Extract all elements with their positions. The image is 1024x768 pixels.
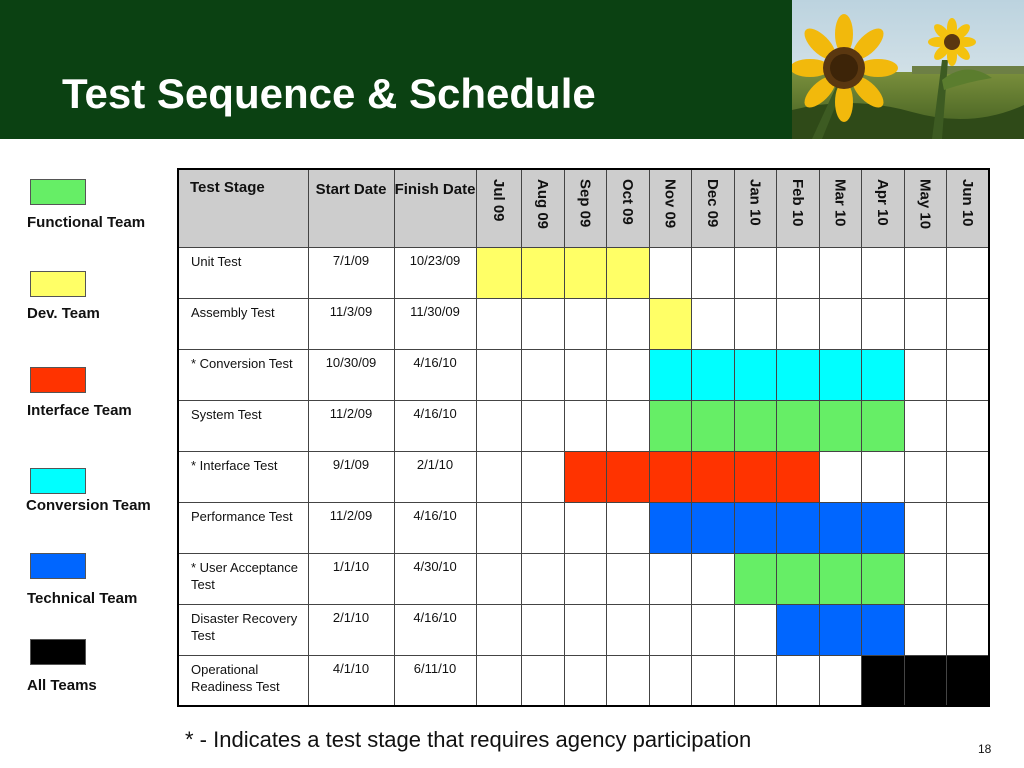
gantt-empty-cell bbox=[564, 400, 606, 451]
schedule-body bbox=[178, 247, 989, 706]
slide-title: Test Sequence & Schedule bbox=[62, 70, 596, 117]
cell-start-date: 11/3/09 bbox=[308, 298, 394, 349]
sunflower-photo bbox=[792, 0, 1024, 139]
cell-start-date: 10/30/09 bbox=[308, 349, 394, 400]
gantt-empty-cell bbox=[861, 247, 904, 298]
gantt-empty-cell bbox=[649, 553, 691, 604]
gantt-empty-cell bbox=[691, 298, 734, 349]
gantt-bar-cell bbox=[819, 604, 861, 655]
table-row bbox=[178, 655, 989, 706]
gantt-empty-cell bbox=[564, 502, 606, 553]
month-label: Dec 09 bbox=[704, 179, 721, 228]
month-label: Nov 09 bbox=[661, 179, 679, 229]
legend-swatch bbox=[30, 367, 86, 393]
gantt-empty-cell bbox=[476, 502, 521, 553]
gantt-empty-cell bbox=[904, 400, 946, 451]
gantt-bar-cell bbox=[776, 604, 819, 655]
gantt-empty-cell bbox=[819, 247, 861, 298]
cell-finish-date: 4/30/10 bbox=[394, 553, 476, 604]
month-label: May 10 bbox=[916, 179, 934, 230]
gantt-empty-cell bbox=[476, 349, 521, 400]
gantt-empty-cell bbox=[649, 604, 691, 655]
gantt-bar-cell bbox=[861, 400, 904, 451]
header-month bbox=[734, 169, 776, 247]
gantt-bar-cell bbox=[819, 553, 861, 604]
gantt-empty-cell bbox=[476, 604, 521, 655]
gantt-empty-cell bbox=[476, 298, 521, 349]
gantt-empty-cell bbox=[946, 349, 989, 400]
month-label: Jul 09 bbox=[490, 179, 507, 222]
cell-test-stage: * Interface Test bbox=[178, 451, 308, 502]
gantt-empty-cell bbox=[734, 247, 776, 298]
header-month bbox=[819, 169, 861, 247]
gantt-empty-cell bbox=[946, 553, 989, 604]
gantt-bar-cell bbox=[776, 451, 819, 502]
gantt-empty-cell bbox=[521, 502, 564, 553]
month-label: Jan 10 bbox=[746, 179, 764, 226]
cell-test-stage: System Test bbox=[178, 400, 308, 451]
gantt-bar-cell bbox=[691, 349, 734, 400]
header-month bbox=[476, 169, 521, 247]
gantt-empty-cell bbox=[691, 247, 734, 298]
gantt-empty-cell bbox=[649, 247, 691, 298]
gantt-empty-cell bbox=[606, 604, 649, 655]
gantt-empty-cell bbox=[564, 298, 606, 349]
gantt-bar-cell bbox=[904, 655, 946, 706]
header-finish-date: Finish Date bbox=[394, 169, 476, 247]
gantt-empty-cell bbox=[904, 349, 946, 400]
gantt-bar-cell bbox=[861, 502, 904, 553]
footnote: * - Indicates a test stage that requires agency participation bbox=[185, 727, 752, 752]
gantt-bar-cell bbox=[734, 553, 776, 604]
gantt-empty-cell bbox=[734, 298, 776, 349]
cell-finish-date: 11/30/09 bbox=[394, 298, 476, 349]
gantt-bar-cell bbox=[861, 553, 904, 604]
cell-test-stage: Unit Test bbox=[178, 247, 308, 298]
gantt-bar-cell bbox=[691, 400, 734, 451]
cell-test-stage: Disaster Recovery Test bbox=[178, 604, 308, 655]
gantt-empty-cell bbox=[691, 553, 734, 604]
gantt-bar-cell bbox=[649, 349, 691, 400]
gantt-empty-cell bbox=[521, 349, 564, 400]
gantt-empty-cell bbox=[476, 400, 521, 451]
gantt-empty-cell bbox=[521, 451, 564, 502]
month-label: Jun 10 bbox=[958, 179, 976, 227]
gantt-bar-cell bbox=[734, 451, 776, 502]
header-test-stage: Test Stage bbox=[178, 169, 308, 247]
gantt-bar-cell bbox=[776, 400, 819, 451]
gantt-empty-cell bbox=[521, 655, 564, 706]
gantt-empty-cell bbox=[564, 553, 606, 604]
cell-finish-date: 2/1/10 bbox=[394, 451, 476, 502]
cell-test-stage: Assembly Test bbox=[178, 298, 308, 349]
gantt-empty-cell bbox=[734, 655, 776, 706]
cell-start-date: 2/1/10 bbox=[308, 604, 394, 655]
gantt-empty-cell bbox=[776, 298, 819, 349]
cell-start-date: 4/1/10 bbox=[308, 655, 394, 706]
gantt-empty-cell bbox=[476, 451, 521, 502]
legend-label: All Teams bbox=[27, 677, 97, 694]
gantt-bar-cell bbox=[734, 349, 776, 400]
gantt-empty-cell bbox=[861, 451, 904, 502]
gantt-empty-cell bbox=[564, 349, 606, 400]
gantt-empty-cell bbox=[606, 502, 649, 553]
gantt-bar-cell bbox=[734, 400, 776, 451]
header-month bbox=[946, 169, 989, 247]
gantt-empty-cell bbox=[904, 298, 946, 349]
gantt-bar-cell bbox=[819, 349, 861, 400]
gantt-bar-cell bbox=[564, 247, 606, 298]
gantt-bar-cell bbox=[606, 247, 649, 298]
gantt-empty-cell bbox=[476, 655, 521, 706]
cell-finish-date: 10/23/09 bbox=[394, 247, 476, 298]
header-month bbox=[904, 169, 946, 247]
header-month bbox=[521, 169, 564, 247]
gantt-bar-cell bbox=[861, 604, 904, 655]
month-label: Aug 09 bbox=[534, 179, 551, 230]
cell-test-stage: * User Acceptance Test bbox=[178, 553, 308, 604]
month-label: Mar 10 bbox=[831, 179, 849, 227]
gantt-bar-cell bbox=[691, 451, 734, 502]
header-month bbox=[776, 169, 819, 247]
header-month bbox=[606, 169, 649, 247]
cell-test-stage: Operational Readiness Test bbox=[178, 655, 308, 706]
cell-finish-date: 4/16/10 bbox=[394, 604, 476, 655]
gantt-bar-cell bbox=[649, 298, 691, 349]
gantt-empty-cell bbox=[521, 553, 564, 604]
header-month bbox=[564, 169, 606, 247]
gantt-empty-cell bbox=[946, 400, 989, 451]
gantt-empty-cell bbox=[606, 553, 649, 604]
table-row bbox=[178, 349, 989, 400]
gantt-bar-cell bbox=[521, 247, 564, 298]
gantt-empty-cell bbox=[946, 451, 989, 502]
gantt-bar-cell bbox=[691, 502, 734, 553]
legend-swatch bbox=[30, 553, 86, 579]
gantt-bar-cell bbox=[606, 451, 649, 502]
cell-start-date: 1/1/10 bbox=[308, 553, 394, 604]
gantt-bar-cell bbox=[819, 502, 861, 553]
gantt-empty-cell bbox=[861, 298, 904, 349]
gantt-empty-cell bbox=[606, 400, 649, 451]
gantt-empty-cell bbox=[564, 604, 606, 655]
gantt-bar-cell bbox=[861, 655, 904, 706]
gantt-empty-cell bbox=[476, 553, 521, 604]
cell-start-date: 9/1/09 bbox=[308, 451, 394, 502]
gantt-empty-cell bbox=[691, 604, 734, 655]
gantt-empty-cell bbox=[521, 400, 564, 451]
legend-label: Functional Team bbox=[27, 214, 146, 231]
gantt-empty-cell bbox=[649, 655, 691, 706]
table-row bbox=[178, 451, 989, 502]
cell-finish-date: 4/16/10 bbox=[394, 400, 476, 451]
gantt-empty-cell bbox=[606, 655, 649, 706]
legend-label: Technical Team bbox=[27, 590, 138, 607]
gantt-empty-cell bbox=[606, 349, 649, 400]
gantt-empty-cell bbox=[776, 655, 819, 706]
gantt-empty-cell bbox=[521, 298, 564, 349]
gantt-bar-cell bbox=[776, 349, 819, 400]
gantt-bar-cell bbox=[649, 400, 691, 451]
gantt-empty-cell bbox=[946, 247, 989, 298]
cell-finish-date: 4/16/10 bbox=[394, 502, 476, 553]
cell-start-date: 7/1/09 bbox=[308, 247, 394, 298]
cell-finish-date: 4/16/10 bbox=[394, 349, 476, 400]
month-label: Apr 10 bbox=[874, 179, 891, 226]
gantt-empty-cell bbox=[691, 655, 734, 706]
gantt-empty-cell bbox=[819, 298, 861, 349]
month-label: Feb 10 bbox=[789, 179, 806, 227]
legend-swatch bbox=[30, 179, 86, 205]
gantt-empty-cell bbox=[946, 604, 989, 655]
cell-test-stage: Performance Test bbox=[178, 502, 308, 553]
table-row bbox=[178, 400, 989, 451]
gantt-empty-cell bbox=[776, 247, 819, 298]
legend-swatch bbox=[30, 639, 86, 665]
legend-label: Conversion Team bbox=[26, 497, 151, 514]
gantt-bar-cell bbox=[649, 451, 691, 502]
table-header-row bbox=[178, 169, 989, 247]
cell-test-stage: * Conversion Test bbox=[178, 349, 308, 400]
cell-start-date: 11/2/09 bbox=[308, 400, 394, 451]
month-label: Sep 09 bbox=[576, 179, 594, 228]
table-row bbox=[178, 502, 989, 553]
month-label: Oct 09 bbox=[619, 179, 636, 225]
gantt-bar-cell bbox=[946, 655, 989, 706]
gantt-empty-cell bbox=[946, 502, 989, 553]
legend-label: Interface Team bbox=[27, 402, 132, 419]
cell-start-date: 11/2/09 bbox=[308, 502, 394, 553]
header-month bbox=[649, 169, 691, 247]
gantt-bar-cell bbox=[564, 451, 606, 502]
table-row bbox=[178, 553, 989, 604]
gantt-bar-cell bbox=[734, 502, 776, 553]
gantt-empty-cell bbox=[521, 604, 564, 655]
legend-swatch bbox=[30, 468, 86, 494]
gantt-empty-cell bbox=[819, 451, 861, 502]
gantt-empty-cell bbox=[904, 604, 946, 655]
gantt-empty-cell bbox=[904, 451, 946, 502]
header-month bbox=[691, 169, 734, 247]
gantt-empty-cell bbox=[734, 604, 776, 655]
header-start-date: Start Date bbox=[308, 169, 394, 247]
header-month bbox=[861, 169, 904, 247]
gantt-bar-cell bbox=[649, 502, 691, 553]
table-row bbox=[178, 298, 989, 349]
page-number: 18 bbox=[978, 742, 992, 756]
gantt-empty-cell bbox=[819, 655, 861, 706]
gantt-empty-cell bbox=[904, 553, 946, 604]
cell-finish-date: 6/11/10 bbox=[394, 655, 476, 706]
gantt-bar-cell bbox=[776, 553, 819, 604]
gantt-empty-cell bbox=[946, 298, 989, 349]
table-row bbox=[178, 247, 989, 298]
gantt-bar-cell bbox=[476, 247, 521, 298]
legend-label: Dev. Team bbox=[27, 305, 100, 322]
gantt-empty-cell bbox=[564, 655, 606, 706]
gantt-empty-cell bbox=[904, 502, 946, 553]
legend-swatch bbox=[30, 271, 86, 297]
schedule-table bbox=[177, 168, 990, 707]
table-row bbox=[178, 604, 989, 655]
gantt-empty-cell bbox=[606, 298, 649, 349]
gantt-bar-cell bbox=[819, 400, 861, 451]
gantt-bar-cell bbox=[861, 349, 904, 400]
gantt-bar-cell bbox=[776, 502, 819, 553]
gantt-empty-cell bbox=[904, 247, 946, 298]
